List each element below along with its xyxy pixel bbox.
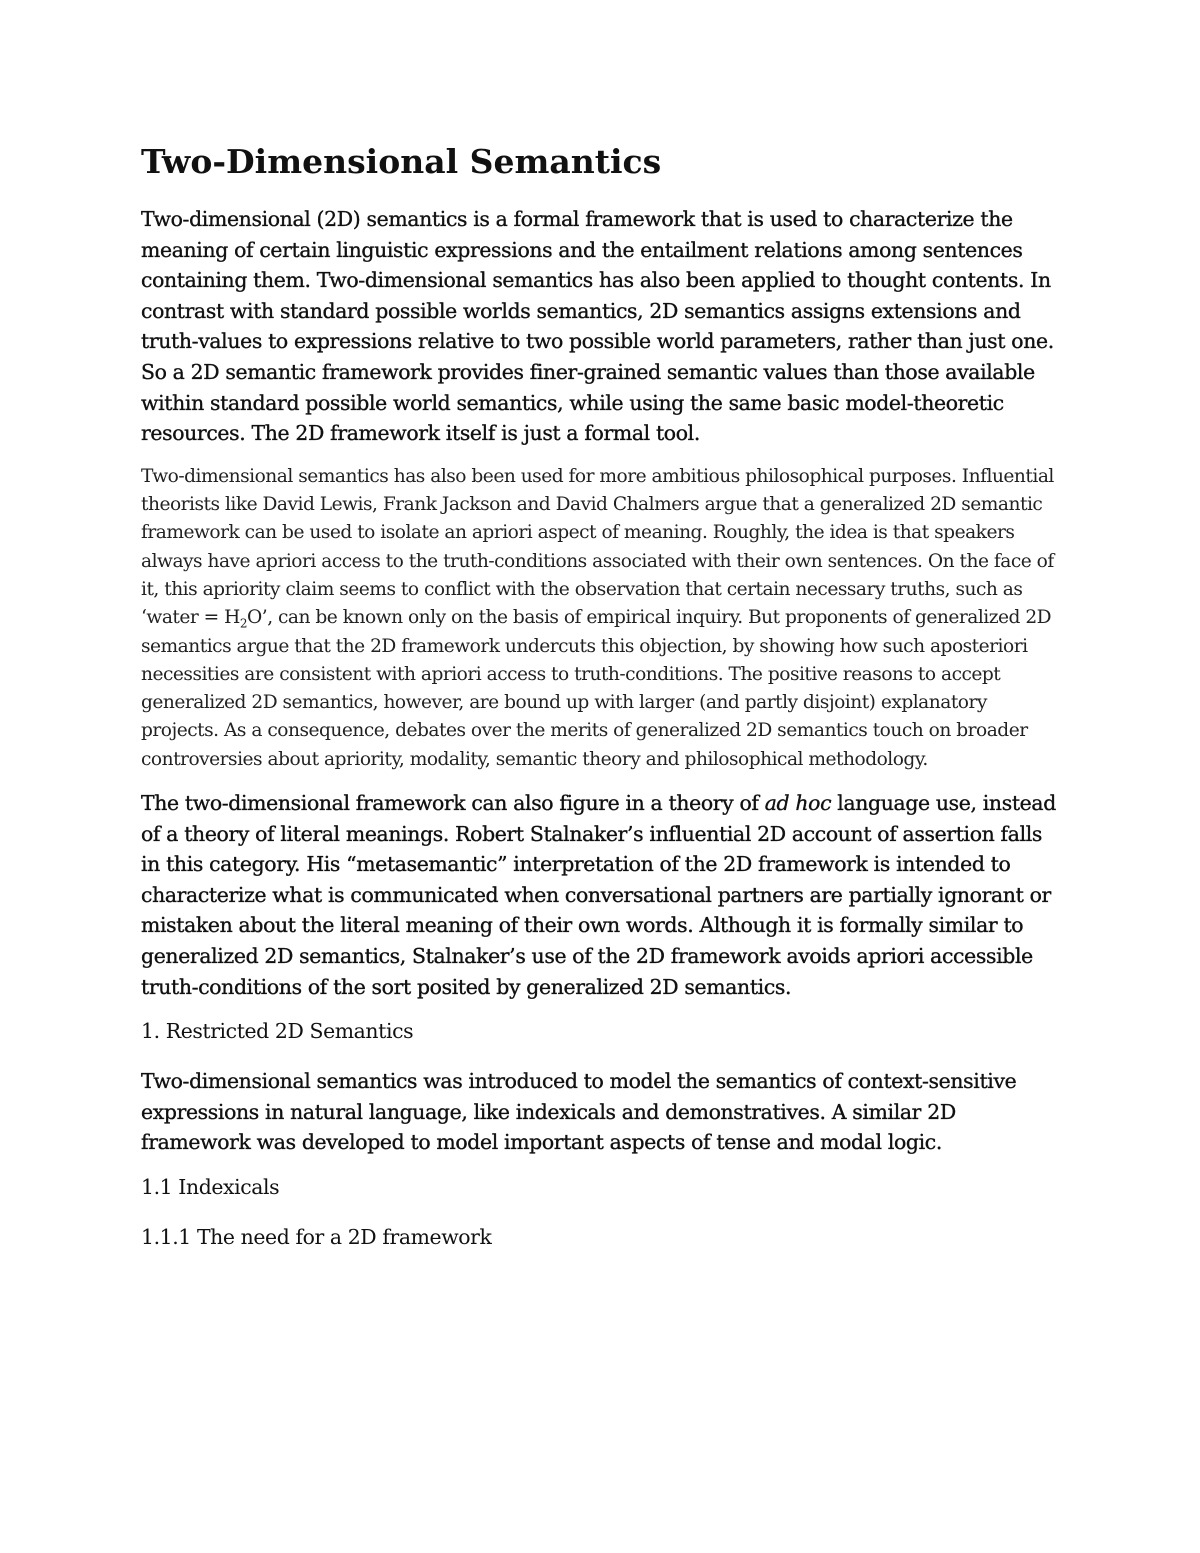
paragraph-text-part: O’, can be known only on the basis of empirical inquiry. But proponents of generalized 2D semantics argue that the 2D framework undercuts this objection, by showing how such aposteriori necessities are consistent with apriori access to truth-conditions. The positive reasons to accept generalized 2D semantics, however, are bound up with larger (and partly disjoint) explanatory projects. As a consequence, debates over the merits of generalized 2D semantics touch on broader controversies about apriority, modality, semantic theory and philosophical methodology. (141, 607, 1052, 770)
ambitious-purposes-paragraph (141, 463, 1066, 774)
ad-hoc-paragraph (141, 788, 1066, 1002)
subscript-text: 2 (239, 616, 248, 631)
italic-text: ad hoc (764, 791, 832, 816)
page-title: Two-Dimensional Semantics (141, 142, 662, 181)
restricted-paragraph: Two-dimensional semantics was introduced to model the semantics of context-sensitive expressions in natural language, like indexicals and demonstratives. A similar 2D framework was developed to model important aspects of tense and modal logic. (141, 1069, 1017, 1155)
paragraph-text-part: language use, instead of a theory of literal meanings. Robert Stalnaker’s influential 2D account of assertion falls in this category. His “metasemantic” interpretation of the 2D framework is intended to characterize what is communicated when conversational partners are partially ignorant or mistaken about the literal meaning of their own words. Although it is formally similar to generalized 2D semantics, Stalnaker’s use of the 2D framework avoids apriori accessible truth-conditions of the sort posited by generalized 2D semantics. (141, 791, 1056, 999)
section-heading-need: 1.1.1 The need for a 2D framework (141, 1224, 492, 1249)
paragraph-text-part: The two-dimensional framework can also figure in a theory of (141, 791, 765, 816)
document-page (141, 140, 1066, 1272)
intro-paragraph: Two-dimensional (2D) semantics is a formal framework that is used to characterize the meaning of certain linguistic expressions and the entailment relations among sentences containing them. Two-dimensional semantics has also been applied to thought contents. In contrast with standard possible worlds semantics, 2D semantics assigns extensions and truth-values to expressions relative to two possible world parameters, rather than just one. So a 2D semantic framework provides finer-grained semantic values than those available within standard possible world semantics, while using the same basic model-theoretic resources. The 2D framework itself is just a formal tool. (141, 207, 1054, 446)
paragraph-text-part: Two-dimensional semantics has also been used for more ambitious philosophical purposes. Influential theorists like David Lewis, Frank Jackson and David Chalmers argue that a generalized 2D semantic framework can be used to isolate an apriori aspect of meaning. Roughly, the idea is that speakers always have apriori access to the truth-conditions associated with their own sentences. On the face of it, this apriority claim seems to conflict with the observation that certain necessary truths, such as ‘water = H (141, 465, 1054, 629)
section-heading-restricted: 1. Restricted 2D Semantics (141, 1019, 414, 1044)
section-heading-indexicals: 1.1 Indexicals (141, 1174, 280, 1199)
